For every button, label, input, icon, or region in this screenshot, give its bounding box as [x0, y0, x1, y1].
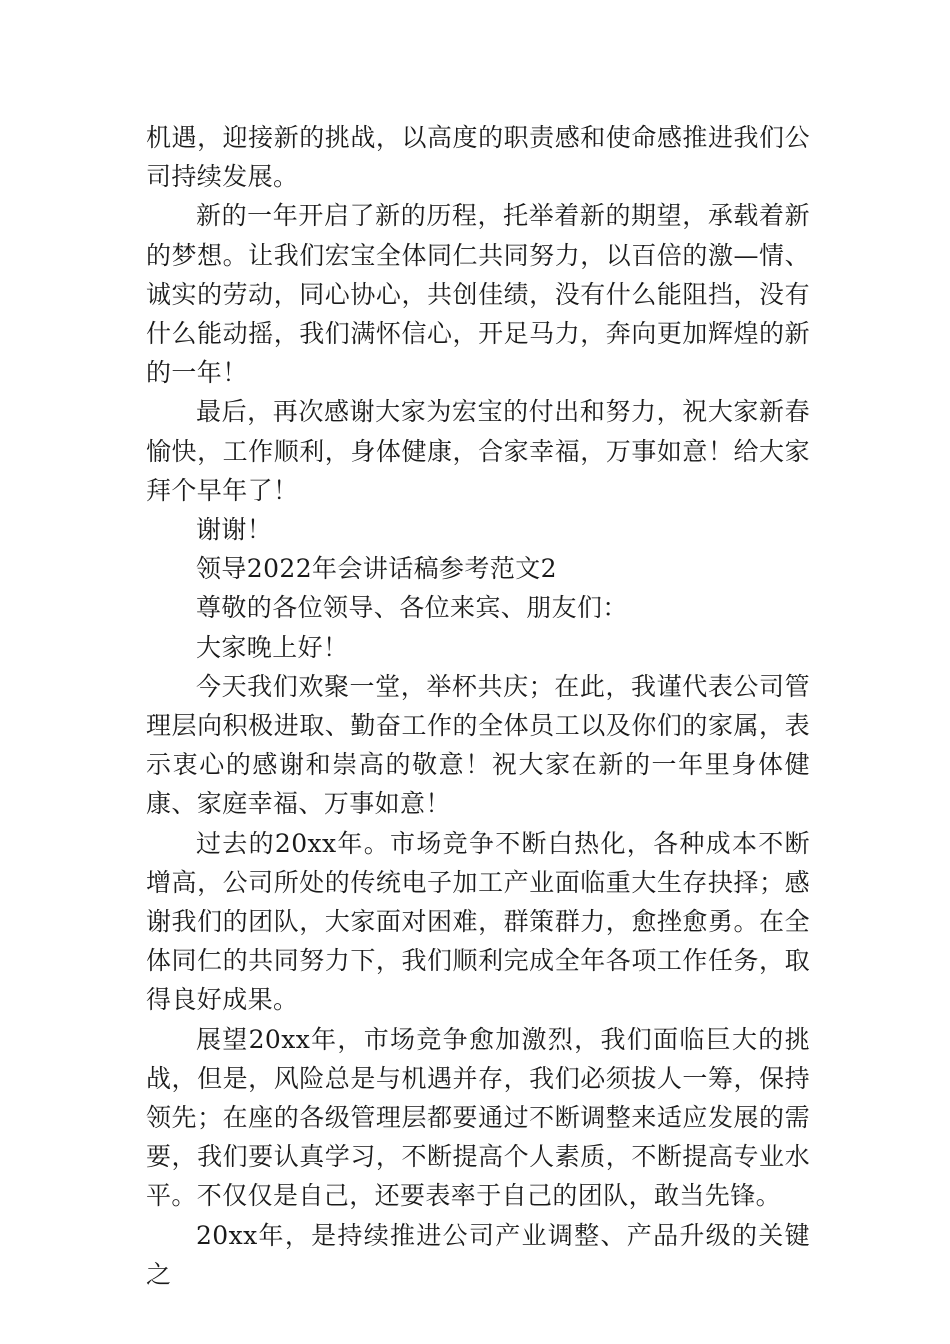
closing-thanks: 谢谢！ [196, 515, 273, 545]
paragraph: 最后，再次感谢大家为宏宝的付出和努力，祝大家新春愉快，工作顺利，身体健康，合家幸福，万事如意！给大家拜个早年了！ [146, 397, 810, 505]
section-title: 领导2022年会讲话稿参考范文2 [196, 554, 557, 584]
paragraph: 过去的20xx年。市场竞争不断白热化，各种成本不断增高，公司所处的传统电子加工产业面临重大生存抉择；感谢我们的团队，大家面对困难，群策群力，愈挫愈勇。在全体同仁的共同努力下，我们顺利完成全年各项工作任务，取得良好成果。 [146, 828, 810, 1015]
paragraph: 展望20xx年，市场竞争愈加激烈，我们面临巨大的挑战，但是，风险总是与机遇并存，我们必须拔人一筹，保持领先；在座的各级管理层都要通过不断调整来适应发展的需要，我们要认真学习，不断提高个人素质，不断提高专业水平。不仅仅是自己，还要表率于自己的团队，敢当先锋。 [146, 1024, 810, 1211]
greeting: 大家晚上好！ [196, 632, 349, 662]
paragraph: 20xx年，是持续推进公司产业调整、产品升级的关键之 [146, 1220, 810, 1289]
paragraph: 今天我们欢聚一堂，举杯共庆；在此，我谨代表公司管理层向积极进取、勤奋工作的全体员工以及你们的家属，表示衷心的感谢和崇高的敬意！祝大家在新的一年里身体健康、家庭幸福、万事如意！ [146, 671, 810, 819]
paragraph: 机遇，迎接新的挑战，以高度的职责感和使命感推进我们公司持续发展。 [146, 123, 810, 192]
salutation: 尊敬的各位领导、各位来宾、朋友们： [196, 593, 628, 623]
document-body [146, 118, 810, 1294]
paragraph: 新的一年开启了新的历程，托举着新的期望，承载着新的梦想。让我们宏宝全体同仁共同努力，以百倍的激—情、诚实的劳动，同心协心，共创佳绩，没有什么能阻挡，没有什么能动摇，我们满怀信心，开足马力，奔向更加辉煌的新的一年！ [146, 201, 810, 388]
